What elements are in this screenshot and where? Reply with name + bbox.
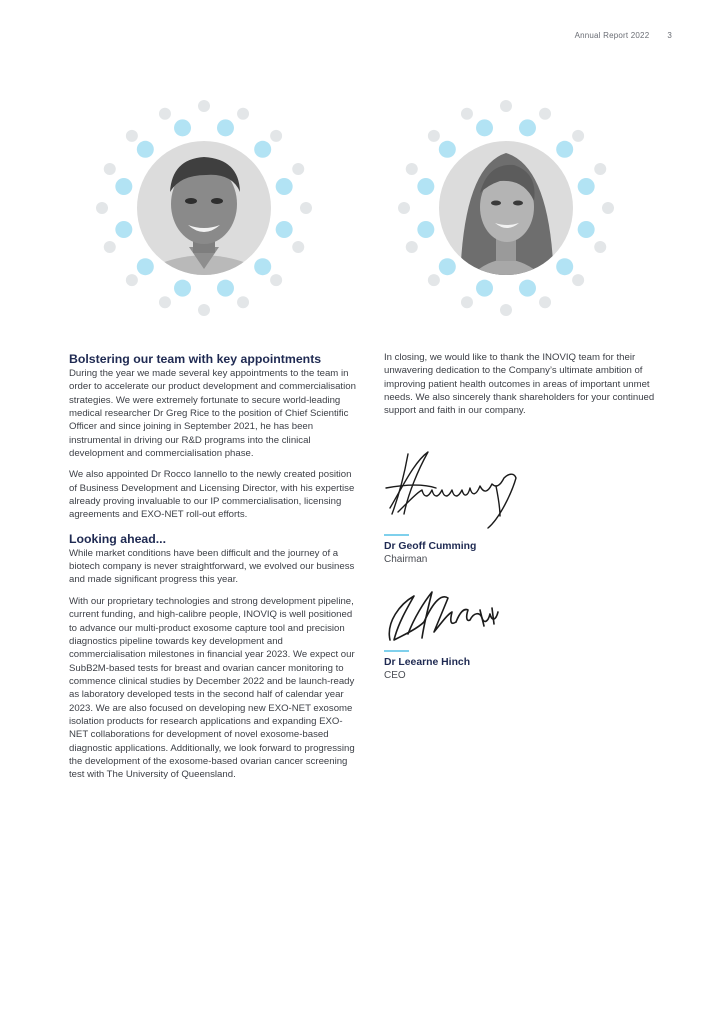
decorative-dot-blue	[578, 178, 595, 195]
decorative-dot-blue	[556, 258, 573, 275]
portrait-leearne-hinch	[396, 97, 616, 317]
decorative-dot	[237, 296, 249, 308]
page-header	[575, 31, 672, 40]
decorative-dot-blue	[519, 280, 536, 297]
decorative-dot-blue	[417, 178, 434, 195]
decorative-dot-blue	[174, 119, 191, 136]
section-heading-looking-ahead: Looking ahead...	[69, 531, 167, 546]
signatory-name: Dr Leearne Hinch	[384, 656, 471, 668]
decorative-dot	[500, 100, 512, 112]
decorative-dot	[237, 108, 249, 120]
decorative-dot-blue	[276, 221, 293, 238]
decorative-dot-blue	[476, 280, 493, 297]
decorative-dot-blue	[115, 178, 132, 195]
decorative-dot-blue	[137, 258, 154, 275]
decorative-dot	[270, 274, 282, 286]
signature-rule	[384, 534, 409, 536]
decorative-dot-blue	[115, 221, 132, 238]
decorative-dot-blue	[476, 119, 493, 136]
report-title: Annual Report 2022	[574, 31, 650, 40]
decorative-dot	[539, 296, 551, 308]
paragraph-looking-ahead-2: With our proprietary technologies and strong development pipeline, current funding, and high-calibre people, INOVIQ is well positioned to advance our multi-product exosome capture tool and precision diagnostics pipeline towards key development and commercialisation milestones in financial year 2023. We expect our SubB2M-based tests for breast and ovarian cancer monitoring to commence clinical studies by December 2022 and be launch-ready as laboratory developed tests in the second half of calendar year 2023. We are also focused on developing new EXO-NET exosome isolation products for research applications and expanding EXO-NET collaborations for development of novel exosome-based diagnostic applications. Additionally, we look forward to progressing the development of the exosome-based ovarian cancer screening test with The University of Queensland.	[69, 595, 355, 781]
decorative-dot	[572, 274, 584, 286]
decorative-dot-blue	[254, 258, 271, 275]
decorative-dot	[292, 163, 304, 175]
decorative-dot	[572, 130, 584, 142]
decorative-dot	[126, 130, 138, 142]
page-number: 3	[667, 31, 672, 40]
decorative-dot	[398, 202, 410, 214]
decorative-dot-blue	[439, 141, 456, 158]
decorative-dot	[406, 163, 418, 175]
decorative-dot	[96, 202, 108, 214]
decorative-dot-blue	[254, 141, 271, 158]
decorative-dot-blue	[137, 141, 154, 158]
portrait-geoff-cumming	[94, 97, 314, 317]
decorative-dot-blue	[578, 221, 595, 238]
signature-leearne-hinch	[384, 582, 504, 650]
decorative-dot	[500, 304, 512, 316]
decorative-dot-blue	[276, 178, 293, 195]
decorative-dot	[300, 202, 312, 214]
paragraph-appointments-1: During the year we made several key appointments to the team in order to accelerate our product development and commercialisation strategies. We were extremely fortunate to secure world-leading medical researcher Dr Greg Rice to the position of Chief Scientific Officer and since joining in September 2021, he has been instrumental in driving our R&D programs into the clinical development and commercialisation phase.	[69, 368, 356, 460]
decorative-dot	[461, 108, 473, 120]
section-heading-appointments: Bolstering our team with key appointments	[69, 352, 322, 366]
decorative-dot	[428, 274, 440, 286]
decorative-dot	[159, 108, 171, 120]
decorative-dot	[198, 100, 210, 112]
decorative-dot-blue	[417, 221, 434, 238]
decorative-dot	[428, 130, 440, 142]
paragraph-appointments-2: We also appointed Dr Rocco Iannello to the newly created position of Business Development and Licensing Director, with his expertise already proving invaluable to our IP commercialisation, licensing agreements and EXO-NET roll-out efforts.	[69, 469, 355, 521]
decorative-dot	[270, 130, 282, 142]
decorative-dot-blue	[439, 258, 456, 275]
decorative-dot	[292, 241, 304, 253]
decorative-dot	[461, 296, 473, 308]
paragraph-looking-ahead-1: While market conditions have been difficult and the journey of a biotech company is never straightforward, we evolved our business and made significant progress this year.	[69, 547, 355, 586]
decorative-dot-blue	[217, 280, 234, 297]
decorative-dot	[406, 241, 418, 253]
signature-rule	[384, 650, 409, 652]
decorative-dot-blue	[519, 119, 536, 136]
decorative-dot	[594, 241, 606, 253]
decorative-dot	[104, 241, 116, 253]
decorative-dot	[602, 202, 614, 214]
paragraph-closing: In closing, we would like to thank the INOVIQ team for their unwavering dedication to the Company’s ultimate ambition of improving patient health outcomes in areas of important unmet needs. We also sincerely thank shareholders for your continued support and faith in our company.	[384, 352, 655, 417]
decorative-dot-blue	[217, 119, 234, 136]
signatory-role: Chairman	[384, 553, 428, 565]
left-column	[69, 352, 359, 790]
signatory-role: CEO	[384, 669, 406, 681]
signatory-name: Dr Geoff Cumming	[384, 540, 477, 552]
decorative-dot	[198, 304, 210, 316]
decorative-dot	[126, 274, 138, 286]
decorative-dot	[539, 108, 551, 120]
decorative-dot	[159, 296, 171, 308]
decorative-dot	[594, 163, 606, 175]
signature-geoff-cumming	[384, 448, 524, 534]
decorative-dot-blue	[556, 141, 573, 158]
decorative-dot-blue	[174, 280, 191, 297]
right-column	[384, 351, 674, 682]
decorative-dot	[104, 163, 116, 175]
